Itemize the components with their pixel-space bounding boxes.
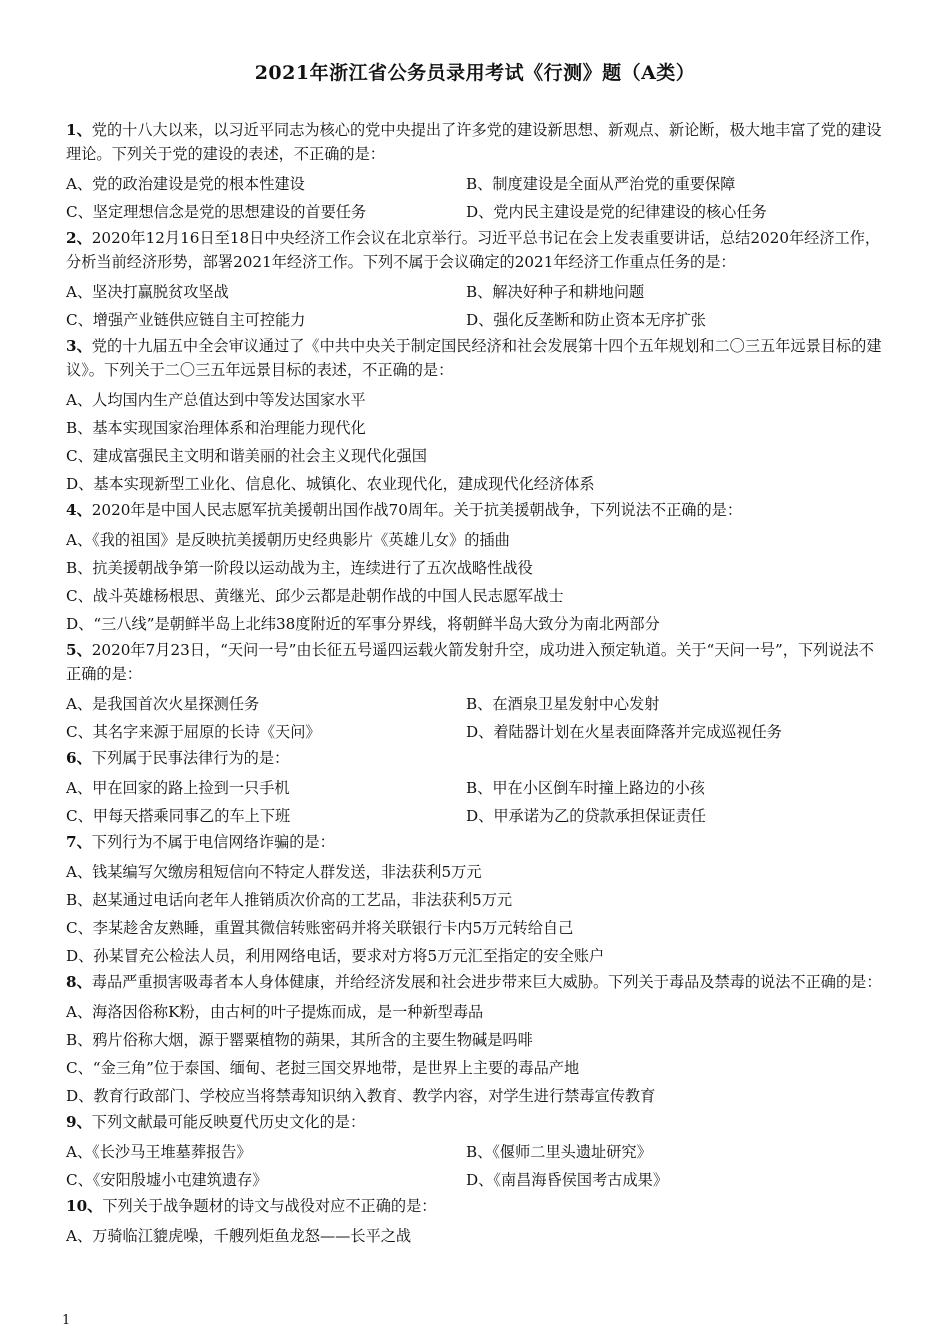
question-5 bbox=[66, 638, 884, 746]
question-number: 4 bbox=[66, 501, 77, 519]
question-list bbox=[66, 118, 884, 1250]
option-b: B、《偃师二里头遗址研究》 bbox=[466, 1143, 652, 1161]
option-b: B、在酒泉卫星发射中心发射 bbox=[466, 695, 660, 713]
page-title: 2021年浙江省公务员录用考试《行测》题（A类） bbox=[254, 62, 696, 84]
question-number: 5 bbox=[66, 641, 77, 659]
option-a: A、是我国首次火星探测任务 bbox=[66, 695, 260, 713]
question-stem: 10、下列关于战争题材的诗文与战役对应不正确的是： bbox=[66, 1197, 437, 1215]
question-stem: 3、党的十九届五中全会审议通过了《中共中央关于制定国民经济和社会发展第十四个五年规划和二〇三五年远景目标的建议》。下列关于二〇三五年远景目标的表述，不正确的是： bbox=[66, 337, 882, 379]
question-stem: 5、2020年7月23日，“天问一号”由长征五号遥四运载火箭发射升空，成功进入预定轨道。关于“天问一号”，下列说法不正确的是： bbox=[66, 641, 874, 683]
option-a: A、《长沙马王堆墓葬报告》 bbox=[66, 1143, 252, 1161]
option-b: B、抗美援朝战争第一阶段以运动战为主，连续进行了五次战略性战役 bbox=[66, 559, 533, 577]
question-number: 9 bbox=[66, 1113, 77, 1131]
option-b: B、鸦片俗称大烟，源于罂粟植物的蒴果，其所含的主要生物碱是吗啡 bbox=[66, 1031, 533, 1049]
option-d: D、强化反垄断和防止资本无序扩张 bbox=[466, 311, 706, 329]
option-d: D、着陆器计划在火星表面降落并完成巡视任务 bbox=[466, 723, 782, 741]
option-a: A、钱某编写欠缴房租短信向不特定人群发送，非法获利5万元 bbox=[66, 863, 482, 881]
options bbox=[66, 774, 884, 830]
question-10 bbox=[66, 1194, 884, 1250]
option-d: D、《南昌海昏侯国考古成果》 bbox=[466, 1171, 669, 1189]
option-c: C、坚定理想信念是党的思想建设的首要任务 bbox=[66, 203, 367, 221]
option-b: B、制度建设是全面从严治党的重要保障 bbox=[466, 175, 736, 193]
options bbox=[66, 526, 884, 638]
options bbox=[66, 998, 884, 1110]
option-b: B、赵某通过电话向老年人推销质次价高的工艺品，非法获利5万元 bbox=[66, 891, 513, 909]
question-number: 1 bbox=[66, 121, 77, 139]
option-c: C、其名字来源于屈原的长诗《天问》 bbox=[66, 723, 321, 741]
options bbox=[66, 170, 884, 226]
question-stem: 8、毒品严重损害吸毒者本人身体健康，并给经济发展和社会进步带来巨大威胁。下列关于毒品及禁毒的说法不正确的是： bbox=[66, 973, 882, 991]
question-number: 8 bbox=[66, 973, 77, 991]
option-a: A、坚决打赢脱贫攻坚战 bbox=[66, 283, 229, 301]
options bbox=[66, 858, 884, 970]
question-number: 10 bbox=[66, 1197, 88, 1215]
question-8 bbox=[66, 970, 884, 1110]
question-number: 2 bbox=[66, 229, 77, 247]
option-d: D、党内民主建设是党的纪律建设的核心任务 bbox=[466, 203, 767, 221]
option-a: A、万骑临江貔虎噪，千艘列炬鱼龙怒——长平之战 bbox=[66, 1227, 412, 1245]
option-a: A、人均国内生产总值达到中等发达国家水平 bbox=[66, 391, 366, 409]
option-d: D、甲承诺为乙的贷款承担保证责任 bbox=[466, 807, 706, 825]
option-a: A、党的政治建设是党的根本性建设 bbox=[66, 175, 305, 193]
question-stem: 6、下列属于民事法律行为的是： bbox=[66, 749, 290, 767]
question-4 bbox=[66, 498, 884, 638]
option-a: A、《我的祖国》是反映抗美援朝历史经典影片《英雄儿女》的插曲 bbox=[66, 531, 510, 549]
question-number: 6 bbox=[66, 749, 77, 767]
question-stem: 2、2020年12月16日至18日中央经济工作会议在北京举行。习近平总书记在会上发表重要讲话，总结2020年经济工作，分析当前经济形势，部署2021年经济工作。下列不属于会议确定的2021年经济工作重点任务的是： bbox=[66, 229, 881, 271]
option-b: B、基本实现国家治理体系和治理能力现代化 bbox=[66, 419, 366, 437]
question-number: 3 bbox=[66, 337, 77, 355]
page-number: 1 bbox=[62, 1313, 71, 1328]
options bbox=[66, 1138, 884, 1194]
option-d: D、教育行政部门、学校应当将禁毒知识纳入教育、教学内容，对学生进行禁毒宣传教育 bbox=[66, 1087, 656, 1105]
option-c: C、甲每天搭乘同事乙的车上下班 bbox=[66, 807, 291, 825]
question-stem: 1、党的十八大以来，以习近平同志为核心的党中央提出了许多党的建设新思想、新观点、新论断，极大地丰富了党的建设理论。下列关于党的建设的表述，不正确的是： bbox=[66, 121, 882, 163]
option-d: D、“三八线”是朝鲜半岛上北纬38度附近的军事分界线，将朝鲜半岛大致分为南北两部分 bbox=[66, 615, 660, 633]
question-9 bbox=[66, 1110, 884, 1194]
option-b: B、甲在小区倒车时撞上路边的小孩 bbox=[466, 779, 705, 797]
option-c: C、李某趁舍友熟睡，重置其微信转账密码并将关联银行卡内5万元转给自己 bbox=[66, 919, 574, 937]
question-3 bbox=[66, 334, 884, 498]
option-b: B、解决好种子和耕地问题 bbox=[466, 283, 645, 301]
option-c: C、“金三角”位于泰国、缅甸、老挝三国交界地带，是世界上主要的毒品产地 bbox=[66, 1059, 580, 1077]
question-number: 7 bbox=[66, 833, 77, 851]
option-a: A、海洛因俗称K粉，由古柯的叶子提炼而成，是一种新型毒品 bbox=[66, 1003, 484, 1021]
option-c: C、建成富强民主文明和谐美丽的社会主义现代化强国 bbox=[66, 447, 427, 465]
option-d: D、孙某冒充公检法人员，利用网络电话，要求对方将5万元汇至指定的安全账户 bbox=[66, 947, 605, 965]
question-stem: 7、下列行为不属于电信网络诈骗的是： bbox=[66, 833, 335, 851]
question-2 bbox=[66, 226, 884, 334]
option-d: D、基本实现新型工业化、信息化、城镇化、农业现代化，建成现代化经济体系 bbox=[66, 475, 595, 493]
option-c: C、增强产业链供应链自主可控能力 bbox=[66, 311, 306, 329]
options bbox=[66, 690, 884, 746]
question-stem: 9、下列文献最可能反映夏代历史文化的是： bbox=[66, 1113, 366, 1131]
question-7 bbox=[66, 830, 884, 970]
option-a: A、甲在回家的路上捡到一只手机 bbox=[66, 779, 290, 797]
question-1 bbox=[66, 118, 884, 226]
options bbox=[66, 1222, 884, 1250]
question-6 bbox=[66, 746, 884, 830]
option-c: C、《安阳殷墟小屯建筑遗存》 bbox=[66, 1171, 268, 1189]
option-c: C、战斗英雄杨根思、黄继光、邱少云都是赴朝作战的中国人民志愿军战士 bbox=[66, 587, 564, 605]
options bbox=[66, 386, 884, 498]
question-stem: 4、2020年是中国人民志愿军抗美援朝出国作战70周年。关于抗美援朝战争，下列说法不正确的是： bbox=[66, 501, 743, 519]
options bbox=[66, 278, 884, 334]
